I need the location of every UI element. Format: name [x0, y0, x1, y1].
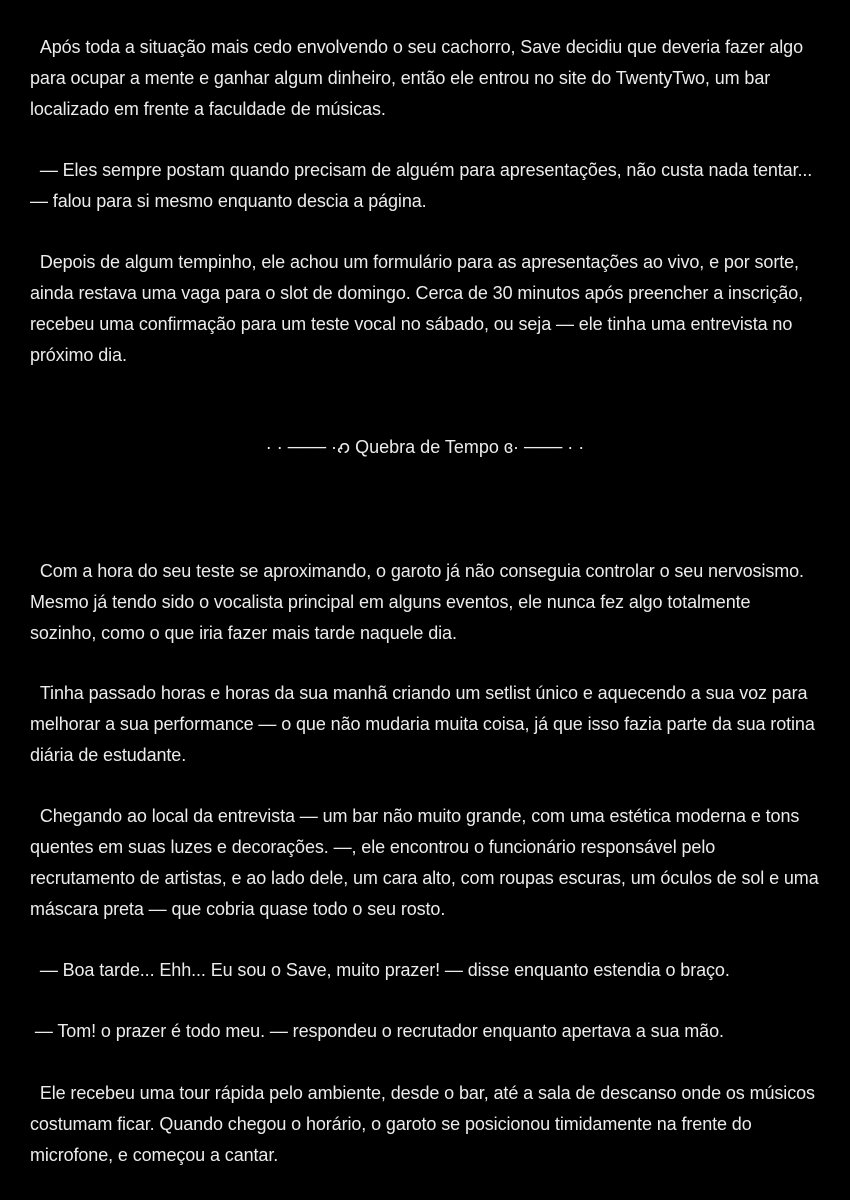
paragraph-7: — Boa tarde... Ehh... Eu sou o Save, muito prazer! — disse enquanto estendia o braço.: [30, 960, 730, 980]
paragraph-5: Tinha passado horas e horas da sua manhã criando um setlist único e aquecendo a sua voz para melhorar a sua performance — o que não mudaria muita coisa, já que isso fazia parte da sua rotina diária de estudante.: [30, 683, 820, 765]
paragraph-9: Ele recebeu uma tour rápida pelo ambiente, desde o bar, até a sala de descanso onde os músicos costumam ficar. Quando chegou o horário, o garoto se posicionou timidamente na frente do microfone, e começou a cantar.: [30, 1083, 820, 1165]
paragraph-6: Chegando ao local da entrevista — um bar não muito grande, com uma estética moderna e tons quentes em suas luzes e decorações. —, ele encontrou o funcionário responsável pelo recrutamento de artistas, e ao lado dele, um cara alto, com roupas escuras, um óculos de sol e uma máscara preta — que cobria quase todo o seu rosto.: [30, 806, 824, 919]
paragraph-8: — Tom! o prazer é todo meu. — respondeu o recrutador enquanto apertava a sua mão.: [30, 1021, 724, 1041]
paragraph-3: Depois de algum tempinho, ele achou um formulário para as apresentações ao vivo, e por sorte, ainda restava uma vaga para o slot de domingo. Cerca de 30 minutos após preencher a inscrição, recebeu uma confirmação para um teste vocal no sábado, ou seja — ele tinha uma entrevista no próximo dia.: [30, 252, 808, 365]
section-break: · · ─── ·𐑺 Quebra de Tempo ɞ· ─── · ·: [265, 437, 585, 457]
paragraph-1: Após toda a situação mais cedo envolvendo o seu cachorro, Save decidiu que deveria fazer algo para ocupar a mente e ganhar algum dinheiro, então ele entrou no site do TwentyTwo, um bar localizado em frente a faculdade de músicas.: [30, 37, 808, 119]
paragraph-4: Com a hora do seu teste se aproximando, o garoto já não conseguia controlar o seu nervosismo. Mesmo já tendo sido o vocalista principal em alguns eventos, ele nunca fez algo totalmente sozinho, como o que iria fazer mais tarde naquele dia.: [30, 561, 809, 643]
paragraph-2: — Eles sempre postam quando precisam de alguém para apresentações, não custa nada tentar... — falou para si mesmo enquanto descia a página.: [30, 160, 818, 211]
